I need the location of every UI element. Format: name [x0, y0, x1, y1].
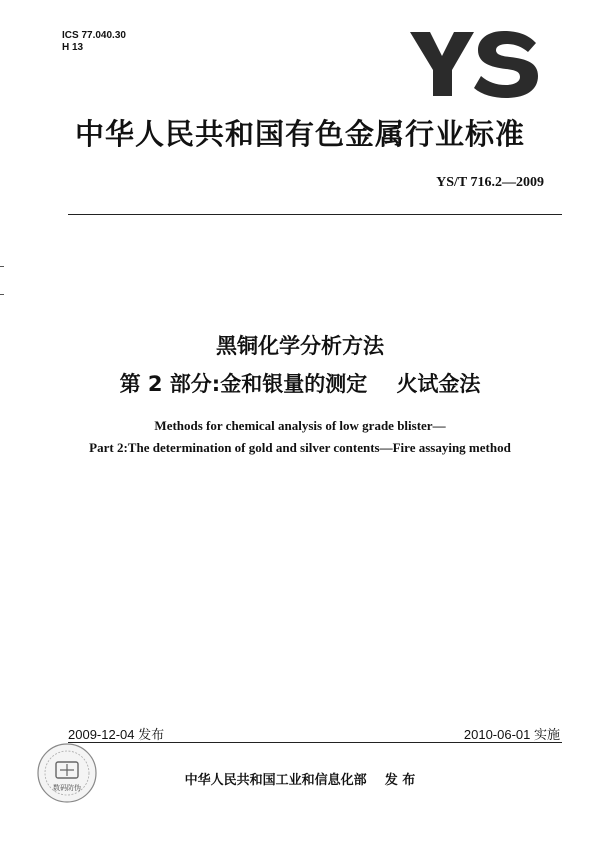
- class-code: H 13: [62, 42, 84, 53]
- edge-mark: [0, 294, 4, 295]
- title-en-line1: Methods for chemical analysis of low grade blister—: [154, 418, 446, 433]
- implement-date: 2010-06-01 实施: [463, 727, 560, 742]
- edge-mark: [0, 266, 4, 267]
- footer-divider: [68, 742, 562, 743]
- classification-codes: [62, 30, 126, 54]
- ys-logo: [408, 30, 538, 98]
- publisher: 中华人民共和国工业和信息化部 发 布: [184, 773, 416, 788]
- organization-title: 中华人民共和国有色金属行业标准: [74, 117, 525, 151]
- header-divider: [68, 214, 562, 215]
- standard-number: YS/T 716.2—2009: [436, 175, 544, 190]
- ics-code: ICS 77.040.30: [62, 30, 126, 41]
- seal-text: 数码防伪: [53, 784, 81, 792]
- title-cn-line1: 黑铜化学分析方法: [216, 334, 384, 358]
- title-cn-line2: 第 2 部分:金和银量的测定 火试金法: [119, 372, 481, 396]
- issue-date: 2009-12-04 发布: [68, 727, 165, 742]
- title-en-line2: Part 2:The determination of gold and silver contents—Fire assaying method: [89, 440, 511, 455]
